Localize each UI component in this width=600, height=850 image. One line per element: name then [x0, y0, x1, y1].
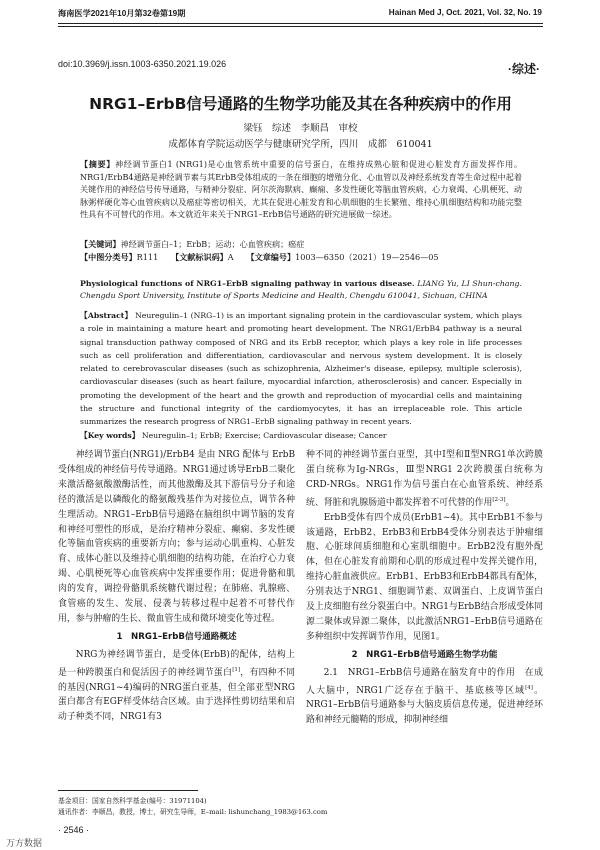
clc-label: 【中图分类号】 [80, 252, 137, 262]
article-title: NRG1–ErbB信号通路的生物学功能及其在各种疾病中的作用 [89, 95, 512, 113]
english-title-text: Physiological functions of NRG1–ErbB signaling pathway in various disease. [80, 279, 415, 288]
english-abstract-text: Neuregulin–1 (NRG–1) is an important signaling protein in the cardiovascular system, which plays a role in maintaining a mature heart and promoting heart development. The NRG1/ErbB4 pathway is a neural signal transduction pathway composed of NRG and its ErbB receptor, which plays a key role in life processes such as cell proliferation and differentiation, cardiovascular and nervous system development. It is closely related to cerebrovascular diseases (such as schizophrenia, Alzheimer's disease, epilepsy, multiple sclerosis), cardiovascular diseases (such as heart failure, myocardial infarction, atherosclerosis) and cancer. Especially in promoting the development of the heart and the growth and reproduction of myocardial cells and maintaining the structure and functional integrity of the cardiomyocytes, it has an irreplaceable role. This article summarizes the research progress of NRG1–ErbB signaling pathway in recent years. [80, 311, 523, 427]
citation-ref[interactable]: [4] [525, 684, 533, 691]
abstract-cn [80, 158, 522, 221]
section-heading-2: 2 NRG1–ErbB信号通路生物学功能 [351, 649, 498, 660]
watermark: 万方数据 [6, 839, 43, 849]
correspondence-note: 通讯作者：李顺昌，教授，博士，研究生导师，E–mail: lishunchang_1983@163.com [58, 808, 328, 816]
keywords-cn [80, 238, 522, 251]
keywords-cn-label: 【关键词】 [80, 239, 121, 249]
section-tag: ·综述· [508, 62, 540, 76]
english-authors: LIANG Yu, LI Shun-chang. Chengdu Sport University, Institute of Sports Medicine and Health, Chengdu 610041, Sichuan, CHINA [80, 279, 522, 300]
classification-line [80, 251, 522, 264]
body-paragraph [58, 648, 295, 726]
english-abstract [80, 309, 522, 442]
header-rule [58, 23, 543, 24]
article-no-value: 1003—6350（2021）19—2546—05 [295, 252, 439, 262]
funding-note: 基金项目：国家自然科学基金(编号：31971104) [58, 797, 207, 805]
english-keywords-text: Neuregulin–1; ErbB; Exercise; Cardiovascular disease; Cancer [141, 430, 387, 440]
citation-ref[interactable]: [2-3] [492, 496, 506, 503]
body-text: 。NRG1–ErbB信号通路参与大脑皮质信息传递，促进神经环路和神经元髓鞘的形成，抑制神经细 [306, 685, 543, 726]
body-text: 种不同的神经调节蛋白亚型，其中Ⅰ型和Ⅱ型NRG1单次跨膜蛋白统称为Ig-NRGs，Ⅲ型NRG1 2次跨膜蛋白统称为CRD-NRGs。NRG1作为信号蛋白在心血管系统、神经系统、肾脏和乳腺肠道中都发挥着不可代替的作用 [306, 450, 543, 508]
affiliation: 成都体育学院运动医学与健康研究学所，四川 成都 610041 [168, 139, 433, 150]
english-keywords-label: 【Key words】 [80, 430, 140, 440]
page-number: · 2546 · [58, 825, 90, 835]
journal-header-left: 海南医学2021年10月第32卷第19期 [58, 9, 186, 18]
body-left-column [58, 448, 295, 725]
article-no-label: 【文章编号】 [246, 252, 296, 262]
body-paragraph: 神经调节蛋白(NRG1)/ErbB4 是由 NRG 配体与 ErbB受体组成的神经信号传导通路。NRG1通过诱导ErbB二聚化来激活酪氨酸激酶活性，而其他激酶及其下游信号分子和途径的激活是以磷酸化的酪氨酸残基作为对接位点，调节各种生理活动。NRG1–ErbB信号通路在脑组织中调节脑的发育和神经可塑性的形成，是治疗精神分裂症、癫痫、多发性硬化等脑血管疾病的重要新方向；参与运动心肌重构、心脏发育、成体心脏以及维持心肌细胞的结构功能，在治疗心力衰竭、心肌梗死等心血管疾病中发挥重要作用；促进骨骼和肌肉的发育，调控骨骼肌系统糖代谢过程；在肺癌、乳腺癌、食管癌的发生、发展、侵袭与转移过程中起着不可替代作用，参与肿瘤的生长、微血管生成和微环境变化等过程。 [58, 450, 295, 624]
body-text: 2.1 NRG1–ErbB信号通路在脑发育中的作用 在成人大脑中，NRG1广泛存在于脑干、基底核等区域 [306, 667, 543, 696]
body-text: 。 [505, 497, 515, 508]
doc-code-value: A [227, 252, 234, 262]
journal-header-right: Hainan Med J, Oct. 2021, Vol. 32, No. 19 [388, 8, 542, 17]
body-paragraph: ErbB受体有四个成员(ErbB1~4)。其中ErbB1不参与该通路，ErbB2、ErbB3和ErbB4受体分别表达于肿瘤细胞、心脏球间质细胞和心室肌细胞中。ErbB2没有胞外配体，但在心脏发育前期和心肌的形成过程中发挥关键作用，维持心脏血液供应。ErbB1、ErbB3和ErbB4都具有配体，分别表达于NRG1、细胞调节素、双调蛋白、上皮调节蛋白及上皮细胞有丝分裂蛋白中。NRG1与ErbB结合形成受体同源二聚体或异源二聚体，以此激活NRG1–ErbB信号通路在多种组织中发挥调节作用，见图1。 [306, 512, 543, 642]
body-paragraph [306, 448, 543, 511]
body-text: ，有四种不同的基因(NRG1~4)编码的NRG蛋白亚基，但全部亚型NRG蛋白都含有EGF样受体结合区域。由于选择性剪切结果和启动子种类不同，NRG1有3 [58, 667, 296, 723]
footnote-rule [58, 790, 198, 791]
doc-code-label: 【文献标识码】 [171, 252, 228, 262]
clc-value: R111 [136, 252, 159, 262]
keywords-cn-text: 神经调节蛋白–1；ErbB；运动；心血管疾病；癌症 [120, 239, 305, 249]
doi[interactable]: doi:10.3969/j.issn.1003-6350.2021.19.026 [58, 59, 227, 69]
body-text: NRG为神经调节蛋白，是受体(ErbB)的配体，结构上是一种跨膜蛋白和促活因子的神经调节蛋白 [58, 649, 295, 678]
authors: 梁钰 综述 李顺昌 审校 [243, 123, 358, 134]
body-paragraph [306, 666, 543, 729]
english-title [80, 278, 522, 302]
citation-ref[interactable]: [1] [232, 666, 240, 673]
abstract-cn-text: 神经调节蛋白1 (NRG1)是心血管系统中重要的信号蛋白，在维持成熟心脏和促进心脏发育方面发挥作用。NRG1/ErbB4通路是神经调节素与其ErbB受体组成的一条在细胞的增殖分化、心血管以及神经系统发育等生命过程中起着关键作用的神经信号传导通路，与精神分裂症、阿尔茨海默病、癫痫、多发性硬化等脑血管疾病，心力衰竭、心肌梗死、动脉粥样硬化等心血管疾病以及癌症等密切相关，尤其在促进心脏发育和心肌细胞的生长繁殖、维持心肌细胞结构和功能完整性具有不可替代的作用。本文就近年来关于NRG1–ErbB信号通路的研究进展做一综述。 [80, 159, 522, 220]
header-rule-thin [58, 26, 543, 27]
abstract-cn-label: 【摘要】 [80, 159, 115, 169]
body-right-column [306, 448, 543, 728]
english-abstract-label: 【Abstract】 [80, 311, 133, 320]
section-heading-1: 1 NRG1–ErbB信号通路概述 [116, 631, 237, 642]
